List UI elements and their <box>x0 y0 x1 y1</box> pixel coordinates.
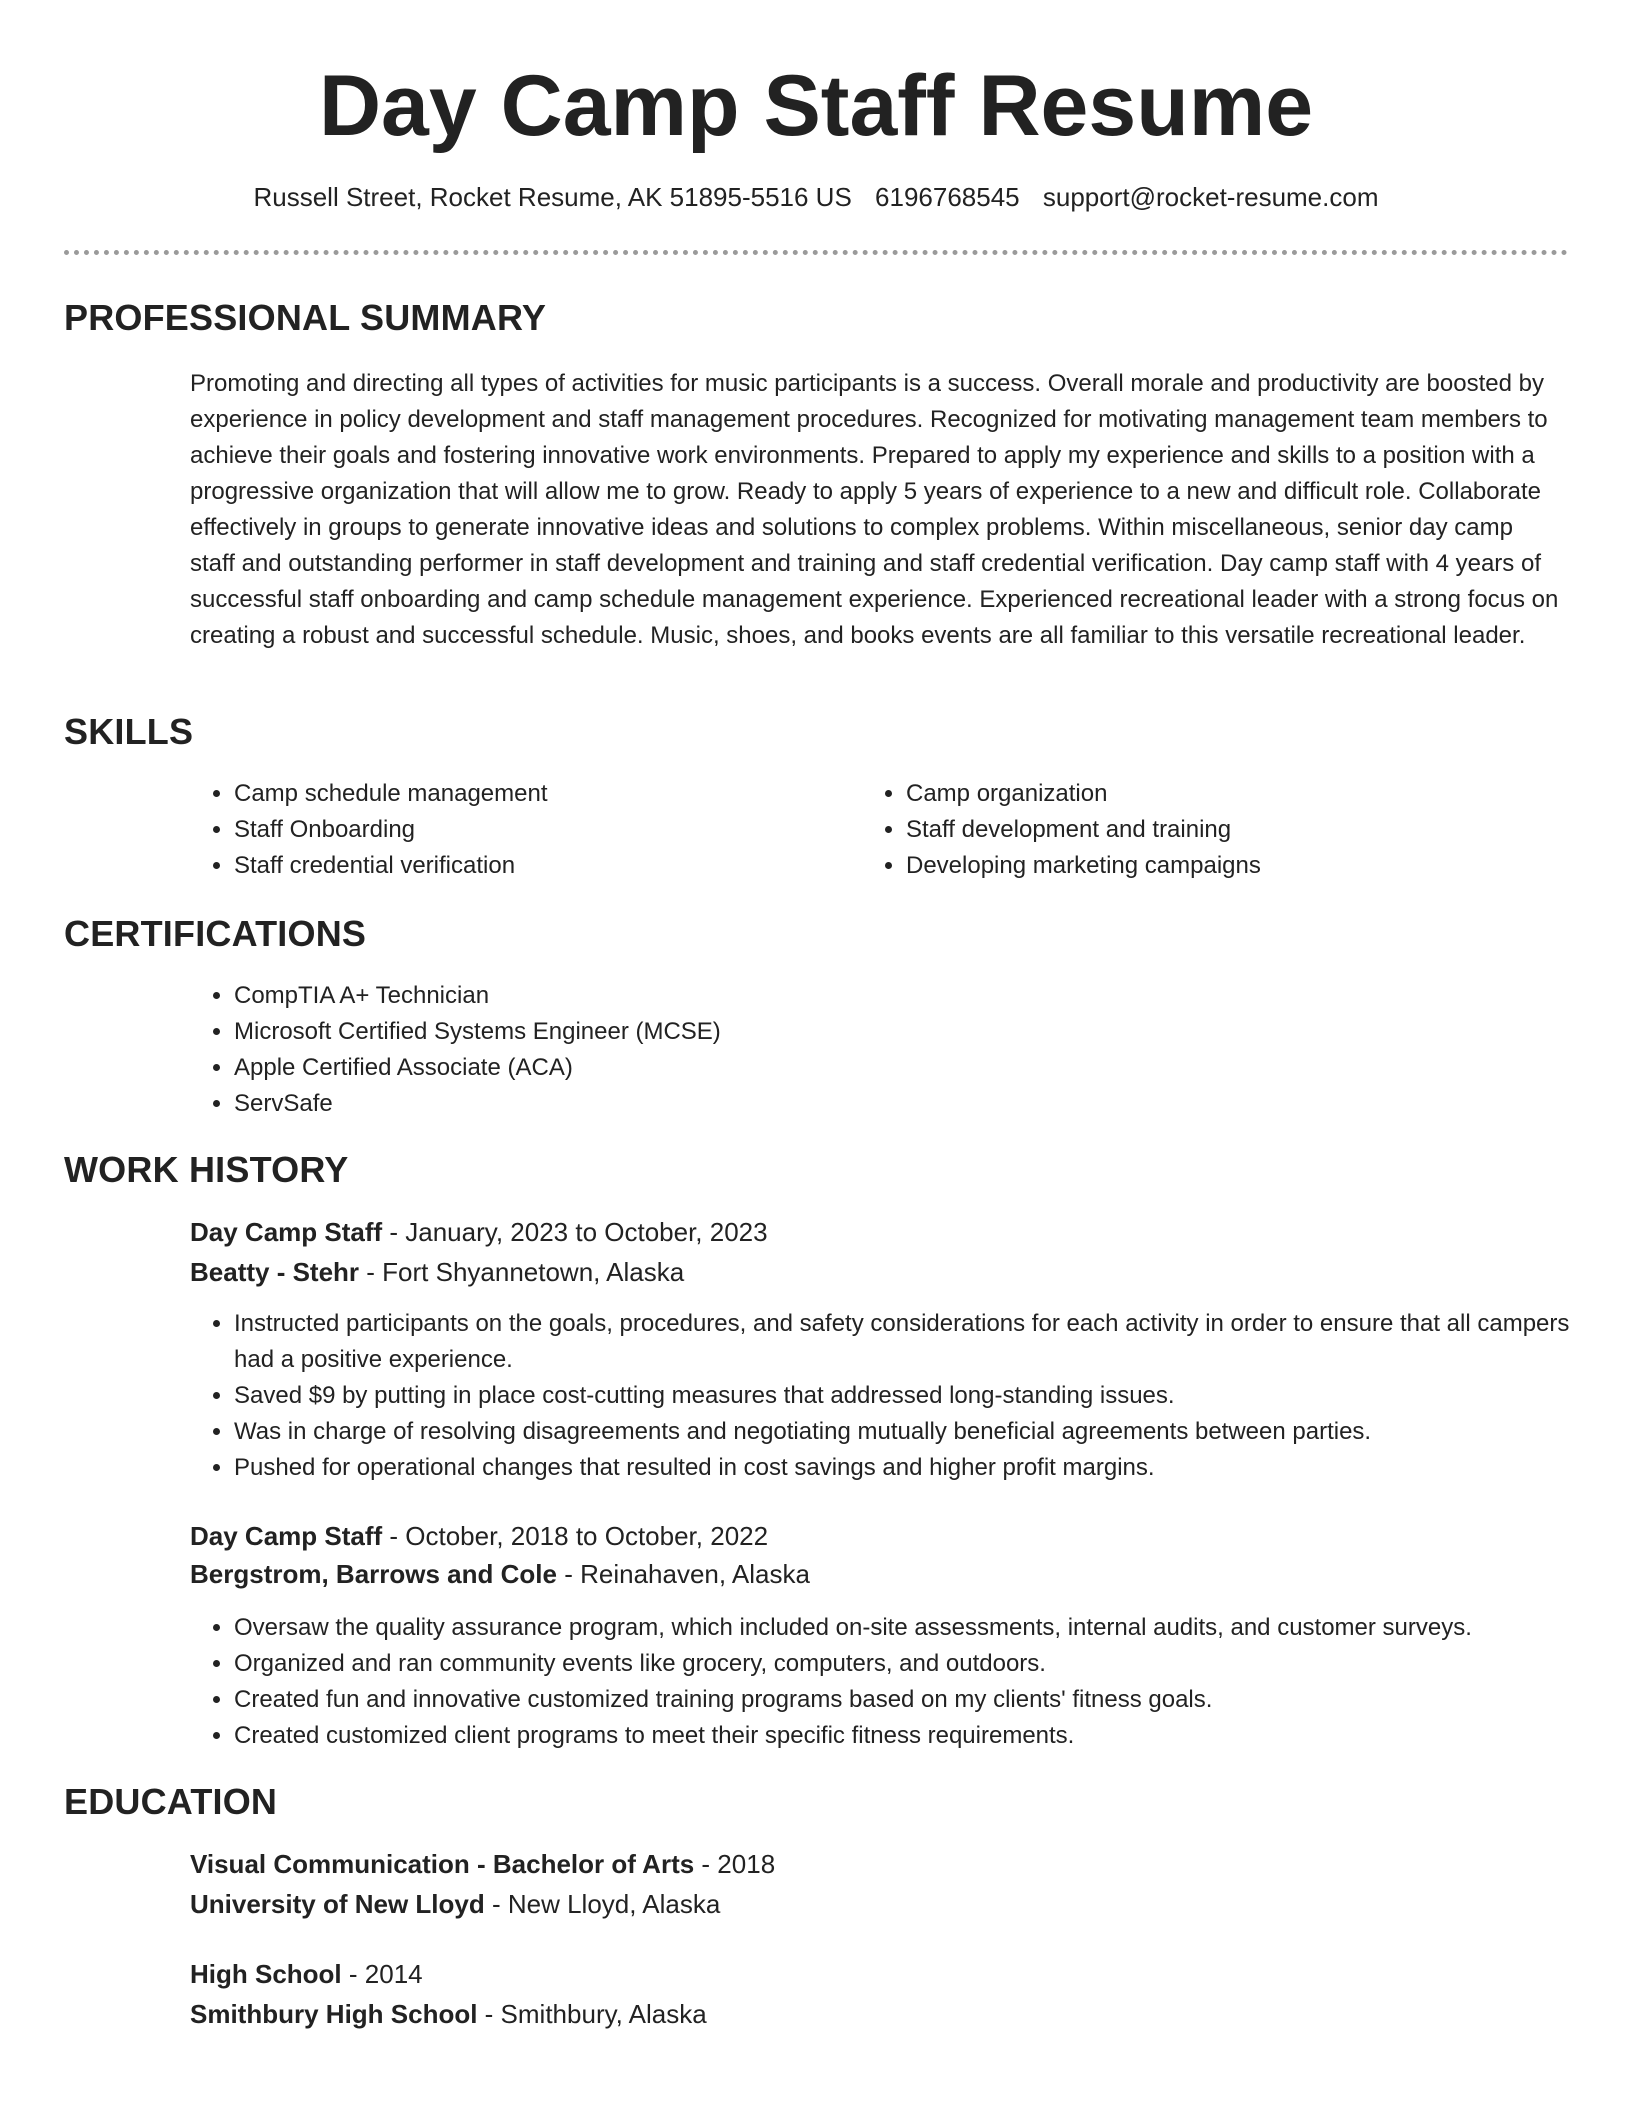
job-bullet: • Organized and ran community events like grocery, computers, and outdoors. <box>234 1646 1632 1682</box>
skill-item: • Developing marketing campaigns <box>906 848 1546 884</box>
education-location: - New Lloyd, Alaska <box>484 1889 721 1919</box>
job-company: Beatty - Stehr <box>190 1257 360 1287</box>
job-dates: - October, 2018 to October, 2022 <box>382 1521 769 1551</box>
section-title-summary: PROFESSIONAL SUMMARY <box>64 297 547 338</box>
education-location: - Smithbury, Alaska <box>477 1999 707 2029</box>
job-bullet: • Saved $9 by putting in place cost-cutting measures that addressed long-standing issues. <box>234 1378 1604 1414</box>
skill-item: • Staff credential verification <box>234 848 834 884</box>
job-title-line <box>190 1212 768 1252</box>
job-company-line <box>190 1554 810 1594</box>
education-school: Smithbury High School <box>190 1999 478 2029</box>
contact-phone: 6196768545 <box>875 182 1020 212</box>
header-divider <box>64 250 1568 255</box>
job-dates: - January, 2023 to October, 2023 <box>382 1217 768 1247</box>
education-school-line <box>190 1994 707 2034</box>
section-title-education: EDUCATION <box>64 1781 278 1822</box>
job-location: - Reinahaven, Alaska <box>556 1559 810 1589</box>
skill-item: • Camp schedule management <box>234 776 834 812</box>
certification-item: • ServSafe <box>234 1086 1134 1122</box>
section-title-certifications: CERTIFICATIONS <box>64 913 367 954</box>
job-bullet: • Was in charge of resolving disagreements and negotiating mutually beneficial agreements between parties. <box>234 1414 1604 1450</box>
certification-item: • Microsoft Certified Systems Engineer (MCSE) <box>234 1014 1134 1050</box>
education-school-line <box>190 1884 720 1924</box>
education-degree: Visual Communication - Bachelor of Arts <box>190 1849 695 1879</box>
job-role: Day Camp Staff <box>190 1217 383 1247</box>
education-year: - 2018 <box>694 1849 776 1879</box>
section-title-work-history: WORK HISTORY <box>64 1149 349 1190</box>
education-degree: High School <box>190 1959 342 1989</box>
education-degree-line <box>190 1954 423 1994</box>
job-company-line <box>190 1252 684 1292</box>
education-degree-line <box>190 1844 775 1884</box>
skill-item: • Camp organization <box>906 776 1546 812</box>
contact-email: support@rocket-resume.com <box>1042 182 1379 212</box>
education-year: - 2014 <box>341 1959 423 1989</box>
contact-line <box>0 180 1632 214</box>
skills-list-right <box>862 776 1546 884</box>
job-company: Bergstrom, Barrows and Cole <box>190 1559 557 1589</box>
job-title-line <box>190 1516 768 1556</box>
summary-text: Promoting and directing all types of activities for music participants is a success. Overall morale and productivity are boosted by experience in policy development and staff management procedures. Recognized for motivating management team members to achieve their goals and fostering innovative work environments. Prepared to apply my experience and skills to a position with a progressive organization that will allow me to grow. Ready to apply 5 years of experience to a new and difficult role. Collaborate effectively in groups to generate innovative ideas and solutions to complex problems. Within miscellaneous, senior day camp staff and outstanding performer in staff development and training and staff credential verification. Day camp staff with 4 years of successful staff onboarding and camp schedule management experience. Experienced recreational leader with a strong focus on creating a robust and successful schedule. Music, shoes, and books events are all familiar to this versatile recreational leader. <box>190 370 1559 649</box>
job-bullet: • Oversaw the quality assurance program, which included on-site assessments, internal audits, and customer surveys. <box>234 1610 1632 1646</box>
job-role: Day Camp Staff <box>190 1521 383 1551</box>
job-bullets <box>190 1610 1632 1754</box>
job-bullets <box>190 1306 1604 1486</box>
certification-item: • CompTIA A+ Technician <box>234 978 1134 1014</box>
certifications-list <box>190 978 1134 1122</box>
job-bullet: • Pushed for operational changes that resulted in cost savings and higher profit margins. <box>234 1450 1604 1486</box>
job-bullet: • Created fun and innovative customized training programs based on my clients' fitness goals. <box>234 1682 1632 1718</box>
resume-title: Day Camp Staff Resume <box>318 58 1314 154</box>
job-bullet: • Instructed participants on the goals, procedures, and safety considerations for each activity in order to ensure that all campers had a positive experience. <box>234 1306 1604 1378</box>
skill-item: • Staff Onboarding <box>234 812 834 848</box>
skill-item: • Staff development and training <box>906 812 1546 848</box>
job-location: - Fort Shyannetown, Alaska <box>359 1257 685 1287</box>
certification-item: • Apple Certified Associate (ACA) <box>234 1050 1134 1086</box>
education-school: University of New Lloyd <box>190 1889 485 1919</box>
job-bullet: • Created customized client programs to meet their specific fitness requirements. <box>234 1718 1632 1754</box>
skills-list-left <box>190 776 834 884</box>
section-title-skills: SKILLS <box>64 711 194 752</box>
contact-address: Russell Street, Rocket Resume, AK 51895-5516 US <box>253 182 852 212</box>
